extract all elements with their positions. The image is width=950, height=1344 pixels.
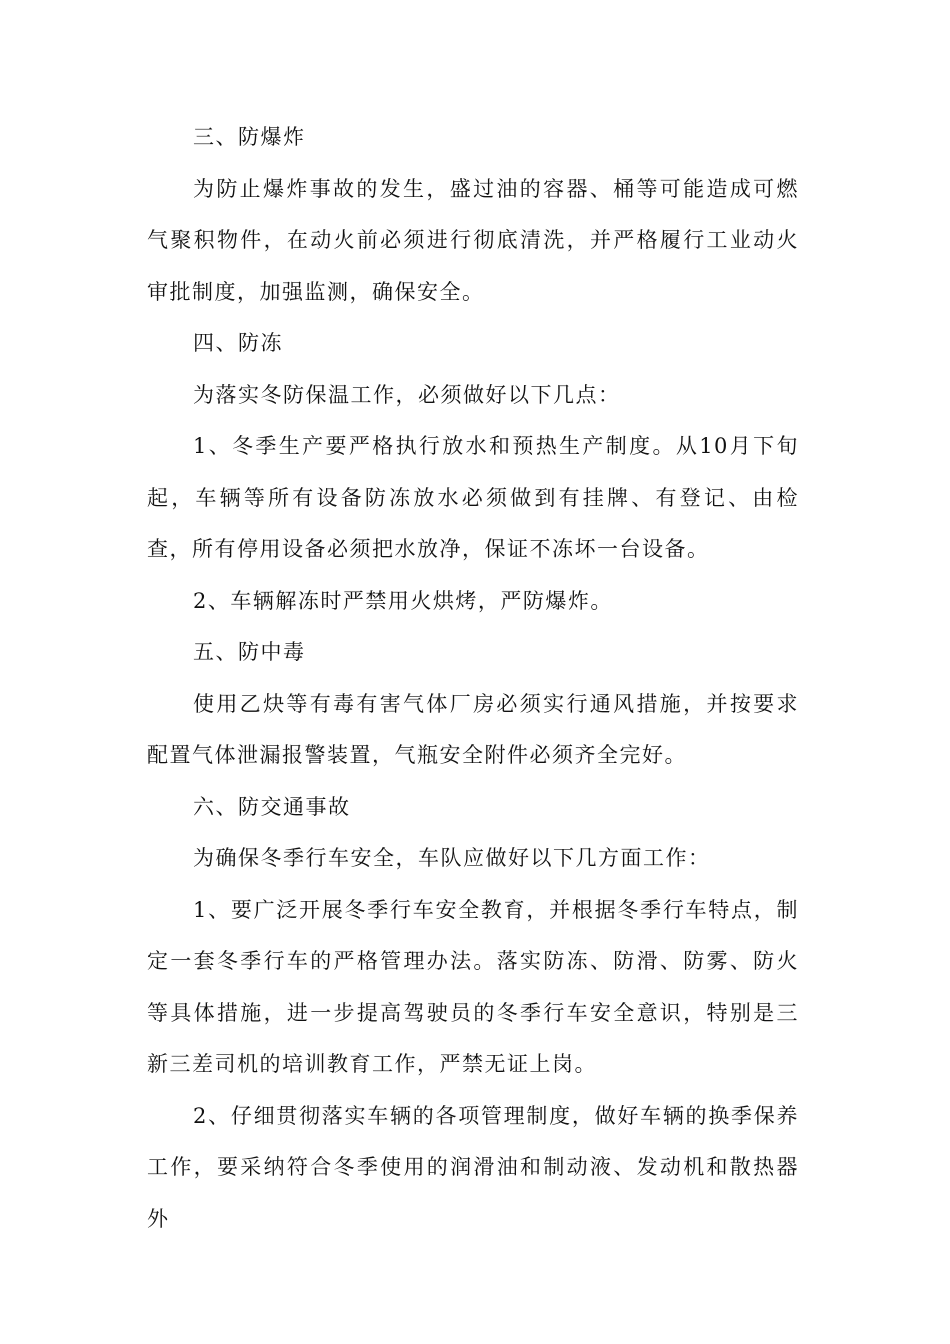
section-heading-freeze: 四、防冻: [193, 331, 283, 355]
paragraph-poisoning-prevention: 使用乙炔等有毒有害气体厂房必须实行通风措施，并按要求配置气体泄漏报警装置，气瓶安全附件必须齐全完好。: [147, 691, 799, 767]
paragraph-freeze-item-2: 2、车辆解冻时严禁用火烘烤，严防爆炸。: [193, 588, 613, 613]
section-heading-poisoning: 五、防中毒: [193, 640, 306, 664]
paragraph-freeze-intro: 为落实冬防保温工作，必须做好以下几点：: [193, 382, 621, 407]
document-body: [147, 112, 799, 1245]
paragraph-explosion-prevention: 为防止爆炸事故的发生，盛过油的容器、桶等可能造成可燃气聚积物件，在动火前必须进行彻底清洗，并严格履行工业动火审批制度，加强监测，确保安全。: [147, 176, 799, 304]
paragraph-freeze-item-1: 1、冬季生产要严格执行放水和预热生产制度。从10月下旬起，车辆等所有设备防冻放水必须做到有挂牌、有登记、由检查，所有停用设备必须把水放净，保证不冻坏一台设备。: [147, 434, 799, 561]
section-heading-traffic: 六、防交通事故: [193, 794, 351, 819]
paragraph-traffic-item-1: 1、要广泛开展冬季行车安全教育，并根据冬季行车特点，制定一套冬季行车的严格管理办法。落实防冻、防滑、防雾、防火等具体措施，进一步提高驾驶员的冬季行车安全意识，特别是三新三差司机的培训教育工作，严禁无证上岗。: [147, 897, 799, 1076]
paragraph-traffic-intro: 为确保冬季行车安全，车队应做好以下几方面工作：: [193, 846, 711, 870]
paragraph-traffic-item-2: 2、仔细贯彻落实车辆的各项管理制度，做好车辆的换季保养工作，要采纳符合冬季使用的润滑油和制动液、发动机和散热器外: [147, 1103, 799, 1231]
section-heading-explosion: 三、防爆炸: [193, 125, 306, 149]
